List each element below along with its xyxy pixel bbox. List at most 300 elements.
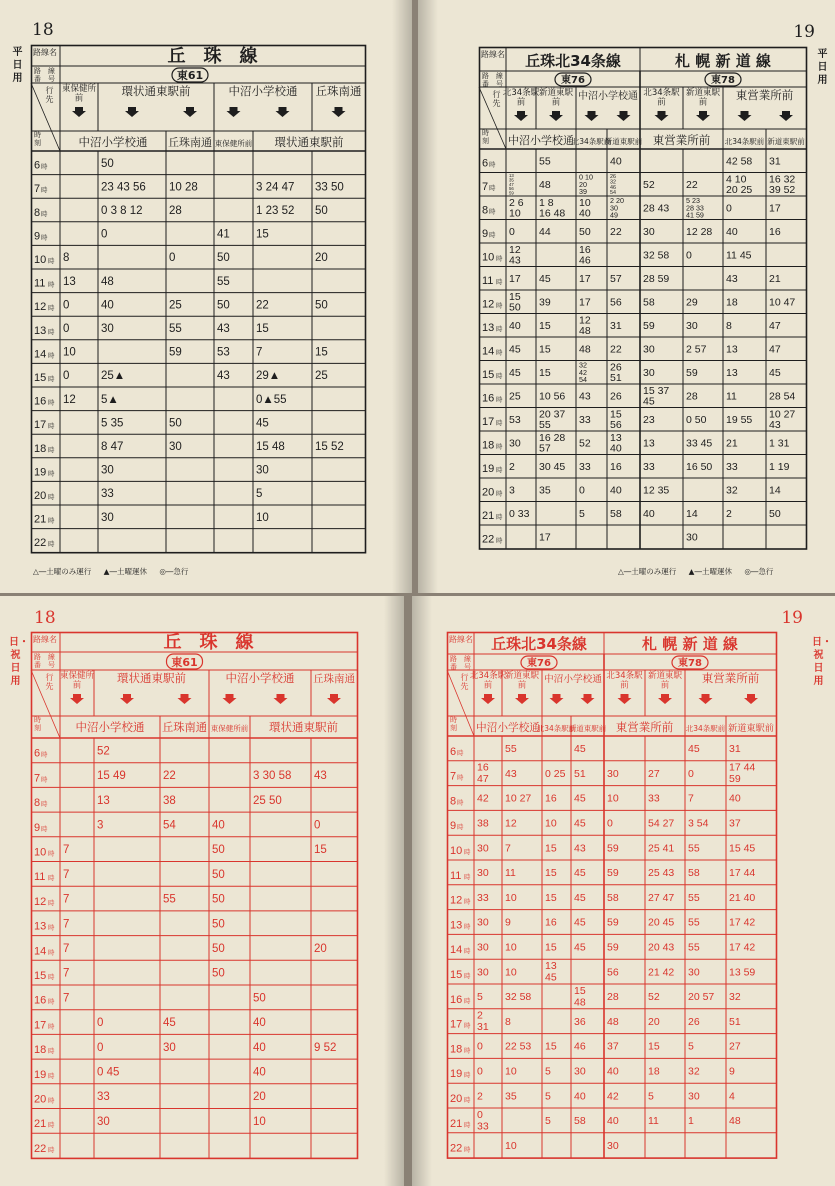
stop-header: 中沼小学校通	[78, 135, 148, 149]
time-cell: 10 27	[505, 792, 532, 805]
legend-saturday-off: ▲―土曜運休	[103, 567, 147, 576]
hour-cell: 13	[450, 919, 463, 932]
route-number-b: 東78	[678, 658, 702, 669]
time-cell: 54	[163, 819, 176, 832]
time-cell: 5	[545, 1090, 551, 1103]
time-cell: 25 41	[648, 842, 675, 855]
table-row	[34, 819, 320, 833]
time-cell: 16 50	[686, 460, 713, 473]
hour-cell: 15	[482, 369, 495, 381]
time-cell: 30	[686, 531, 698, 544]
table-row	[450, 867, 755, 882]
hour-cell: 8	[482, 204, 489, 217]
time-cell: 5	[256, 488, 263, 501]
time-cell: 13 40	[610, 431, 622, 455]
time-cell: 45	[163, 1017, 176, 1030]
hour-suffix: 時	[41, 750, 48, 759]
time-cell: 30	[688, 1090, 700, 1103]
route-name-label: 路線名	[449, 635, 473, 644]
time-cell: 32	[726, 484, 738, 497]
destination-header: 環状通東駅前	[121, 84, 191, 98]
time-cell: 0	[607, 817, 613, 830]
time-cell: 30	[477, 916, 489, 929]
destination-header: 丘珠南通	[313, 673, 355, 685]
time-cell: 7	[63, 942, 70, 955]
down-arrow-icon	[70, 694, 84, 704]
legend-express: ◎―急行	[159, 567, 189, 576]
hour-suffix: 時	[41, 162, 48, 171]
hour-cell: 22	[450, 1142, 463, 1155]
time-cell: 16 46	[579, 243, 591, 267]
time-cell: 35	[505, 1090, 517, 1103]
down-arrow-icon	[514, 111, 528, 121]
time-cell: 47	[769, 319, 781, 332]
hour-cell: 19	[34, 466, 47, 479]
time-cell: 7	[688, 792, 694, 805]
route-number-a: 東76	[561, 75, 585, 86]
time-cell: 19 55	[726, 413, 753, 426]
stop-header: 東保健所前	[214, 139, 253, 148]
time-cell: 10	[63, 346, 76, 359]
hour-suffix: 時	[464, 1145, 471, 1154]
hour-suffix: 時	[48, 327, 55, 336]
time-cell: 50	[169, 417, 182, 430]
hour-suffix: 時	[48, 1022, 55, 1031]
hour-suffix: 時	[41, 186, 48, 195]
route-number: 東61	[171, 656, 198, 669]
time-cell: 5	[579, 507, 585, 520]
hour-suffix: 時	[489, 184, 496, 192]
time-cell: 40	[610, 484, 622, 497]
table-row	[450, 985, 741, 1008]
time-cell: 11	[648, 1115, 659, 1128]
hour-suffix: 時	[464, 897, 471, 906]
hour-cell: 19	[450, 1068, 463, 1081]
hour-suffix: 時	[464, 1021, 471, 1030]
time-cell: 10	[607, 792, 619, 805]
time-cell: 30	[688, 966, 700, 979]
legend-saturday-off: ▲―土曜運休	[688, 567, 732, 576]
time-cell: 45	[769, 366, 781, 379]
table-row	[450, 1010, 741, 1033]
time-cell: 45	[574, 916, 586, 929]
hour-cell: 8	[34, 206, 41, 219]
hour-suffix: 時	[48, 849, 55, 858]
hour-suffix: 時	[48, 351, 55, 360]
time-cell: 0	[101, 228, 108, 241]
time-cell: 30	[97, 1115, 110, 1128]
hour-suffix: 時	[48, 997, 55, 1006]
table-row	[34, 323, 269, 337]
time-cell: 31	[729, 743, 741, 756]
down-arrow-icon	[738, 111, 752, 121]
destination-header: 中沼小学校通	[228, 84, 298, 98]
time-cell: 30	[163, 1041, 176, 1054]
time-cell: 58	[688, 867, 700, 880]
hour-cell: 8	[450, 795, 457, 808]
hour-suffix: 時	[496, 325, 503, 333]
time-cell: 45	[574, 891, 586, 904]
time-cell: 26	[610, 390, 622, 403]
time-cell: 15 48	[574, 984, 586, 1009]
table-row	[450, 1041, 741, 1056]
table-row	[34, 537, 55, 549]
hour-suffix: 時	[48, 540, 55, 549]
time-cell: 55	[688, 842, 700, 855]
destination-header: 北34条駅前	[606, 671, 643, 691]
time-cell: 59	[169, 346, 182, 359]
hour-suffix: 時	[48, 398, 55, 407]
time-cell: 59	[686, 366, 698, 379]
down-arrow-icon	[585, 111, 599, 121]
hour-cell: 18	[34, 1044, 47, 1057]
table-row	[34, 869, 225, 883]
time-cell: 10 27 43	[769, 408, 796, 432]
time-cell: 32 42 54	[579, 361, 587, 384]
time-cell: 7	[63, 992, 70, 1005]
stop-header: 東営業所前	[652, 133, 711, 147]
destination-header: 新道東駅前	[685, 88, 721, 108]
time-cell: 25 50	[253, 794, 282, 807]
stop-header: 東保健所前	[210, 724, 249, 733]
legend-saturday-only: △―土曜のみ運行	[618, 567, 677, 576]
time-cell: 50	[212, 868, 225, 881]
time-cell: 55	[688, 891, 700, 904]
time-cell: 20 43	[648, 941, 675, 954]
time-cell: 55	[169, 323, 182, 336]
down-arrow-icon	[276, 107, 290, 117]
table-row	[34, 1143, 55, 1155]
time-cell: 20 45	[648, 916, 675, 929]
time-cell: 7	[63, 893, 70, 906]
destination-header: 北34条駅前	[643, 88, 680, 108]
time-cell: 47	[769, 343, 781, 356]
page-weekday-19	[418, 0, 835, 593]
down-arrow-icon	[183, 107, 197, 117]
hour-cell: 21	[482, 510, 495, 522]
time-cell: 8	[726, 319, 732, 332]
time-cell: 12 48	[579, 314, 591, 338]
hour-cell: 22	[482, 533, 495, 546]
time-cell: 13	[726, 343, 738, 356]
time-cell: 45	[509, 343, 521, 356]
time-cell: 3	[97, 819, 104, 832]
page-weekday-18	[0, 0, 412, 593]
hour-suffix: 時	[48, 516, 55, 525]
time-cell: 0	[477, 1065, 483, 1078]
down-arrow-icon	[223, 694, 237, 704]
time-cell: 10	[505, 1139, 517, 1152]
down-arrow-icon	[744, 694, 758, 704]
time-cell: 15	[539, 343, 551, 356]
hour-suffix: 時	[41, 824, 48, 833]
time-cell: 30	[477, 966, 489, 979]
time-cell: 17	[579, 272, 591, 285]
hour-cell: 14	[34, 945, 47, 958]
time-cell: 7	[63, 918, 70, 931]
time-cell: 15	[315, 346, 328, 359]
time-cell: 57	[610, 272, 622, 285]
hour-suffix: 時	[496, 348, 503, 357]
destination-header: 東営業所前	[701, 671, 760, 685]
time-cell: 22 53	[505, 1040, 532, 1053]
time-cell: 33 50	[315, 181, 344, 194]
time-cell: 0	[169, 252, 176, 265]
table-row	[450, 941, 755, 956]
stop-header: 新道東駅前	[767, 137, 805, 146]
time-cell: 56	[607, 966, 619, 979]
time-cell: 0	[97, 1017, 104, 1030]
time-cell: 17	[579, 296, 591, 309]
destination-header: 新道東駅前	[504, 671, 540, 691]
hour-suffix: 時	[489, 207, 496, 216]
table-row	[34, 299, 328, 313]
legend-saturday-only: △―土曜のみ運行	[33, 567, 92, 576]
time-cell: 11	[505, 867, 516, 880]
hour-cell: 6	[34, 747, 41, 760]
time-cell: 0 10 20 39	[579, 173, 593, 196]
time-cell: 7	[505, 842, 511, 855]
time-cell: 26 51	[610, 361, 622, 385]
time-cell: 50	[212, 918, 225, 931]
time-cell: 5 23 28 33 41 59	[686, 197, 704, 220]
table-row	[450, 892, 755, 907]
table-row	[34, 229, 269, 243]
time-cell: 0	[97, 1041, 104, 1054]
time-cell: 0	[509, 225, 515, 238]
hour-suffix: 時	[457, 823, 464, 832]
time-cell: 38	[163, 794, 176, 807]
hour-suffix: 時	[48, 280, 55, 289]
hour-suffix: 時	[41, 775, 48, 784]
table-row	[482, 314, 781, 337]
time-cell: 10	[505, 1065, 517, 1078]
time-cell: 15	[648, 1040, 660, 1053]
hour-cell: 6	[450, 745, 457, 758]
hour-cell: 17	[34, 419, 47, 432]
time-cell: 48	[579, 343, 591, 356]
hour-cell: 10	[482, 251, 495, 264]
destination-label: 行先	[492, 90, 501, 108]
hour-cell: 18	[482, 439, 495, 452]
time-cell: 45	[539, 272, 551, 285]
route-name-label: 路線名	[33, 48, 57, 57]
hour-cell: 20	[34, 1093, 47, 1106]
hour-cell: 12	[450, 894, 463, 907]
time-cell: 52	[579, 437, 591, 450]
hour-cell: 14	[450, 944, 463, 957]
table-row	[34, 441, 344, 455]
hour-suffix: 時	[41, 209, 48, 218]
time-cell: 21	[769, 272, 781, 285]
table-row	[450, 743, 741, 758]
time-cell: 17	[769, 202, 781, 215]
legend-express: ◎―急行	[744, 567, 774, 576]
time-cell: 48	[539, 178, 551, 191]
time-cell: 53	[217, 346, 230, 359]
time-cell: 1 31	[769, 437, 790, 450]
time-cell: 14	[769, 484, 781, 497]
page-number: 19	[793, 22, 815, 42]
time-cell: 30	[574, 1065, 586, 1078]
time-cell: 32 58	[505, 991, 532, 1004]
time-cell: 30	[101, 323, 114, 336]
time-cell: 30	[607, 767, 619, 780]
hour-suffix: 時	[48, 923, 55, 932]
hour-cell: 20	[450, 1093, 463, 1105]
time-cell: 59	[607, 842, 619, 855]
time-cell: 15	[545, 867, 557, 880]
down-arrow-icon	[120, 694, 134, 704]
hour-cell: 9	[34, 821, 41, 834]
table-row	[34, 968, 225, 982]
hour-cell: 18	[34, 442, 47, 455]
stop-header: 東営業所前	[615, 720, 674, 734]
time-cell: 40	[607, 1115, 619, 1128]
time-cell: 21 42	[648, 966, 675, 979]
time-cell: 31	[769, 155, 781, 168]
time-cell: 40	[253, 1041, 266, 1054]
time-cell: 42 58	[726, 155, 753, 168]
time-cell: 20 37 55	[539, 408, 566, 432]
timetable-grid	[31, 632, 390, 1158]
table-row	[34, 1042, 336, 1056]
time-cell: 43	[505, 767, 517, 780]
time-cell: 58	[610, 507, 622, 520]
table-row	[482, 291, 795, 314]
down-arrow-icon	[227, 107, 241, 117]
hour-label: 時刻	[34, 716, 41, 732]
hour-cell: 10	[34, 846, 47, 859]
time-cell: 20	[315, 252, 328, 265]
time-cell: 22	[610, 225, 622, 238]
time-cell: 10 28	[169, 181, 198, 194]
time-cell: 15 48	[256, 441, 285, 454]
hour-suffix: 時	[496, 513, 503, 521]
route-number-label: 路 線番 号	[482, 72, 503, 88]
time-cell: 42	[607, 1090, 619, 1103]
time-cell: 10	[545, 817, 557, 830]
time-cell: 22	[686, 178, 698, 191]
table-row	[34, 1017, 266, 1031]
down-arrow-icon	[72, 107, 86, 117]
time-cell: 40	[253, 1017, 266, 1030]
hour-suffix: 時	[496, 489, 503, 498]
time-cell: 25	[315, 370, 328, 383]
time-cell: 5	[688, 1040, 694, 1053]
time-cell: 59	[643, 319, 655, 332]
hour-cell: 13	[34, 920, 47, 933]
hour-suffix: 時	[48, 1145, 55, 1154]
time-cell: 30	[256, 464, 269, 477]
time-cell: 10	[505, 941, 517, 954]
stop-header: 中沼小学校通	[75, 720, 145, 734]
table-row	[450, 817, 741, 832]
time-cell: 33	[579, 413, 591, 426]
stop-header: 北34条駅前	[685, 724, 726, 733]
hour-suffix: 時	[41, 233, 48, 242]
time-cell: 50	[212, 967, 225, 980]
time-cell: 23	[643, 413, 655, 426]
timetable-grid	[31, 45, 396, 557]
time-cell: 0	[726, 202, 732, 215]
hour-cell: 22	[34, 1142, 47, 1155]
time-cell: 0	[688, 767, 694, 780]
time-cell: 16	[545, 792, 557, 805]
table-row	[34, 770, 327, 784]
stop-header: 北34条駅前	[724, 137, 765, 146]
time-cell: 13	[643, 437, 655, 450]
time-cell: 5	[477, 991, 483, 1004]
route-name-b: 札 幌 新 道 線	[675, 52, 771, 70]
time-cell: 32	[688, 1065, 700, 1078]
time-cell: 51	[729, 1015, 741, 1028]
time-cell: 3	[509, 484, 515, 497]
hour-cell: 11	[482, 275, 494, 287]
time-cell: 15	[314, 844, 327, 857]
table-row	[34, 488, 262, 502]
time-cell: 33	[97, 1091, 110, 1104]
route-name-label: 路線名	[33, 635, 57, 644]
down-arrow-icon	[327, 694, 341, 704]
time-cell: 30	[477, 842, 489, 855]
time-cell: 4	[729, 1090, 735, 1103]
stop-header: 新道東駅前	[604, 137, 643, 146]
route-number-label: 路 線番 号	[34, 653, 55, 669]
time-cell: 17	[509, 272, 521, 285]
destination-label: 行先	[45, 673, 54, 691]
hour-suffix: 時	[496, 466, 503, 474]
table-row	[450, 917, 755, 932]
time-cell: 0	[579, 484, 585, 497]
time-cell: 35	[539, 484, 551, 497]
hour-cell: 12	[34, 301, 47, 314]
destination-header: 中沼小学校通	[544, 674, 602, 685]
time-cell: 2 20 30 49	[610, 197, 624, 220]
time-cell: 0 50	[686, 413, 707, 426]
time-cell: 0	[477, 1040, 483, 1053]
time-cell: 5	[648, 1090, 654, 1103]
hour-suffix: 時	[48, 422, 55, 431]
table-row	[482, 244, 752, 267]
time-cell: 28 59	[643, 272, 670, 285]
time-cell: 16	[610, 460, 622, 473]
table-row	[34, 252, 328, 266]
time-cell: 30	[643, 366, 655, 379]
time-cell: 1 8 16 48	[539, 196, 566, 220]
hour-cell: 7	[34, 772, 41, 785]
hour-suffix: 時	[496, 419, 503, 427]
time-cell: 2 31	[477, 1009, 489, 1034]
table-row	[34, 158, 114, 172]
time-cell: 7	[63, 967, 70, 980]
hour-suffix: 時	[48, 898, 55, 907]
time-cell: 50	[217, 252, 230, 265]
stop-header: 丘珠南通	[168, 136, 212, 149]
time-cell: 18	[648, 1065, 660, 1078]
time-cell: 28	[607, 991, 619, 1004]
table-row	[34, 943, 327, 957]
down-arrow-icon	[274, 694, 288, 704]
down-arrow-icon	[581, 694, 595, 704]
time-cell: 16 47	[477, 761, 489, 786]
weekday-side-label: 平日用	[12, 47, 23, 84]
time-cell: 32	[729, 991, 741, 1004]
time-cell: 16	[545, 916, 557, 929]
time-cell: 45	[256, 417, 269, 430]
time-cell: 43	[314, 770, 327, 783]
table-row	[450, 1140, 619, 1155]
